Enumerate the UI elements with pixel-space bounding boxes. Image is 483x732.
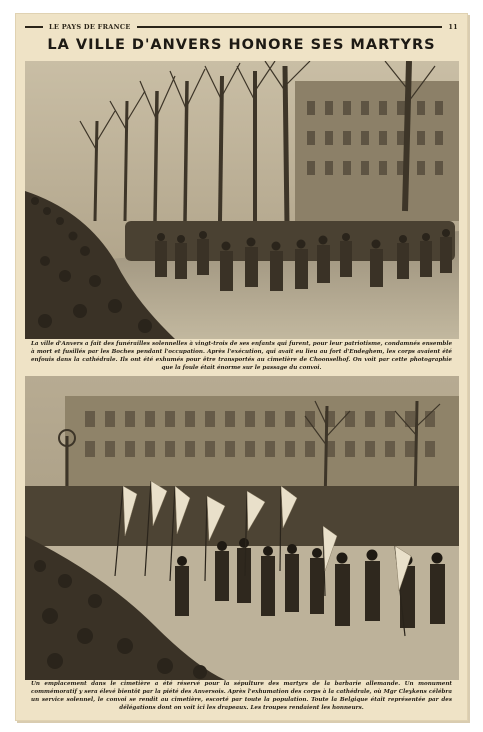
header-rule-left bbox=[25, 26, 43, 28]
procession-photo-bottom-image bbox=[25, 376, 459, 680]
page-number: 11 bbox=[448, 23, 458, 31]
page-header bbox=[25, 21, 458, 33]
procession-photo-bottom bbox=[25, 376, 459, 680]
header-rule-right bbox=[137, 26, 443, 28]
procession-photo-top bbox=[25, 61, 459, 339]
magazine-page bbox=[15, 13, 468, 721]
caption-top: La ville d'Anvers a fait des funérailles solennelles à vingt-trois de ses enfants qui furent, pour leur patriotisme, condamnés ensemble à mort et fusillés par les Boches pendant l'occupation. Après l'exécution, qui avait eu lieu au fort d'Endeghem, les corps avaient été enfouis dans la cathédrale. Ils ont été exhumés pour être transportés au cimetière de Choonselhof. On voit par cette photographie que la foule était énorme sur le passage du convoi. bbox=[31, 341, 452, 371]
page-title: LA VILLE D'ANVERS HONORE SES MARTYRS bbox=[47, 37, 436, 53]
procession-photo-top-image bbox=[25, 61, 459, 339]
publication-name: LE PAYS DE FRANCE bbox=[49, 23, 131, 31]
caption-bottom: Un emplacement dans le cimetière a été réservé pour la sépulture des martyrs de la barbarie allemande. Un monument commémoratif y sera élevé bientôt par la piété des Anversois. Après l'exhumation des corps à la cathédrale, où Mgr Cleykens célébra un service solennel, le convoi se rendit au cimetière, escorté par toute la population. Toute la Belgique était représentée par des délégations dont on voit ici les drapeaux. Les troupes rendaient les honneurs. bbox=[31, 681, 452, 711]
